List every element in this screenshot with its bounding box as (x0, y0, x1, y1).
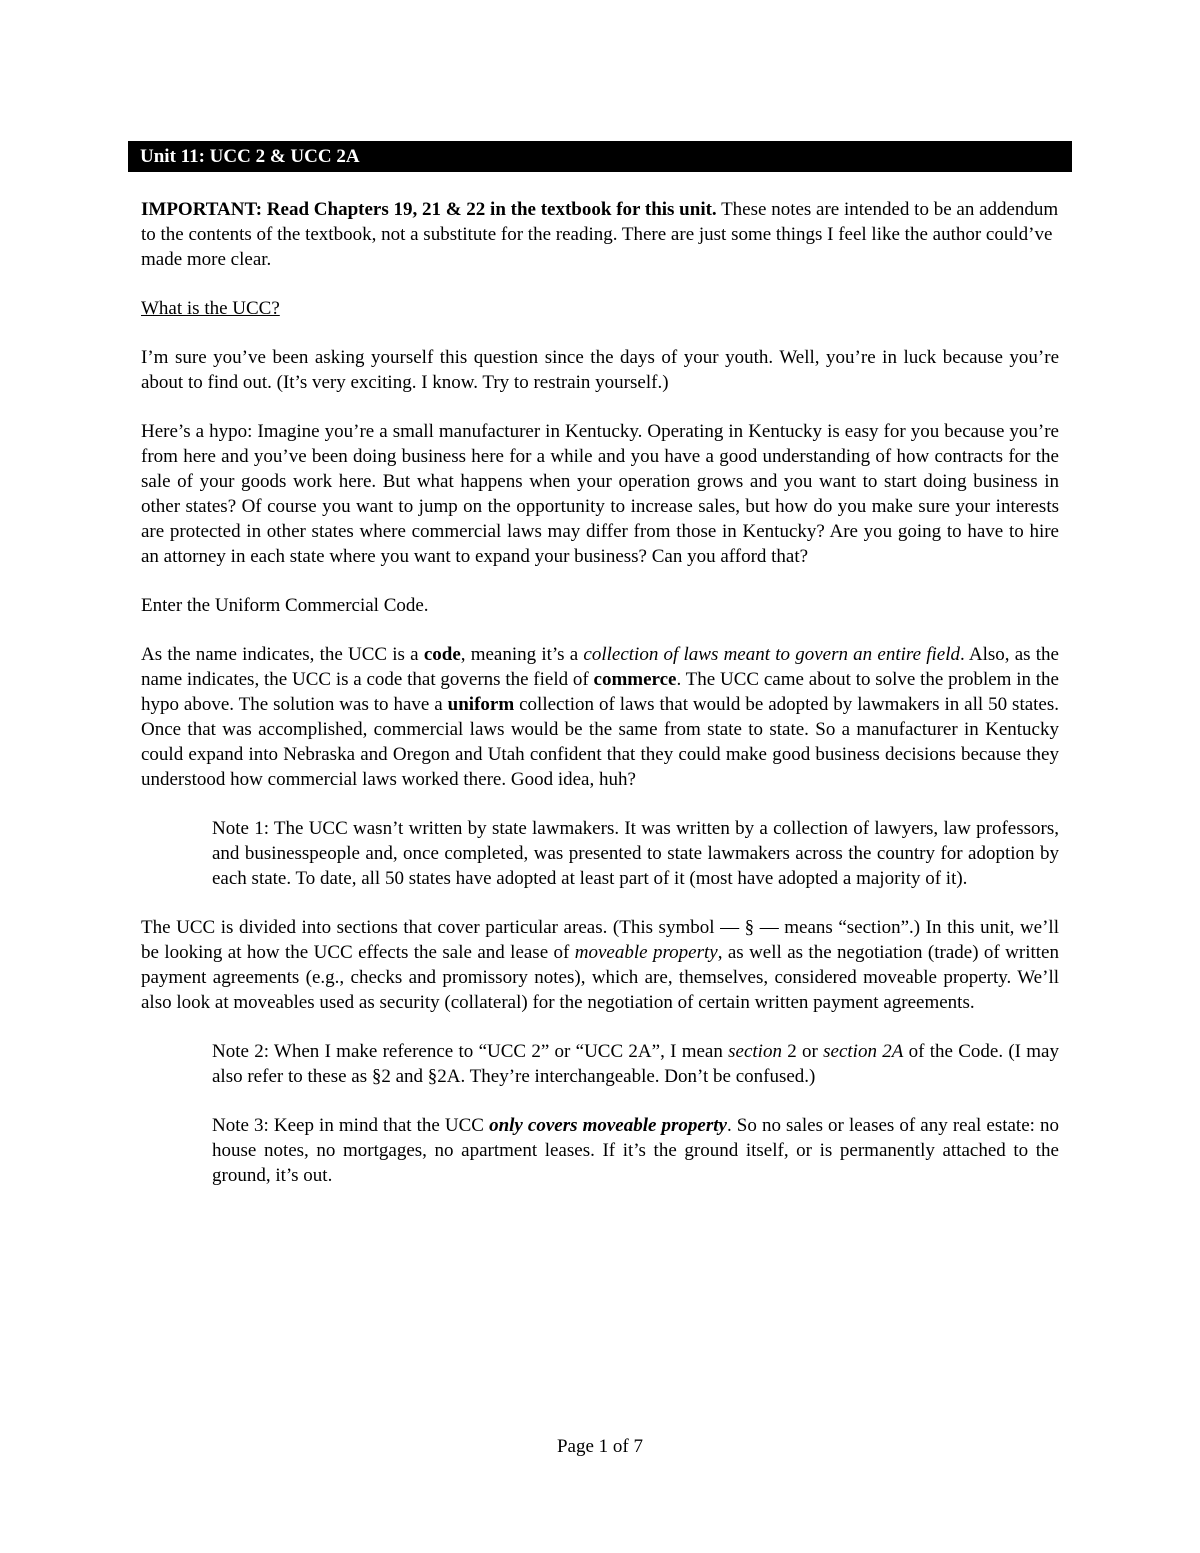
note-2: Note 2: When I make reference to “UCC 2” or “UCC 2A”, I mean section 2 or section 2A of the Code. (I may also refer to these as §2 and §2A. They’re interchangeable. Don’t be confused.) (212, 1041, 1059, 1087)
document-body (141, 197, 1059, 1212)
paragraph-4: As the name indicates, the UCC is a code, meaning it’s a collection of laws meant to govern an entire field. Also, as the name indicates, the UCC is a code that governs the field of commerce. The UCC came about to solve the problem in the hypo above. The solution was to have a uniform collection of laws that would be adopted by lawmakers in all 50 states. Once that was accomplished, commercial laws would be the same from state to state. So a manufacturer in Kentucky could expand into Nebraska and Oregon and Utah confident that they could make good business decisions because they understood how commercial laws worked there. Good idea, huh? (141, 644, 1060, 790)
paragraph-1: I’m sure you’ve been asking yourself this question since the days of your youth. Well, you’re in luck because you’re about to find out. (It’s very exciting. I know. Try to restrain yourself.) (141, 347, 1059, 393)
paragraph-2: Here’s a hypo: Imagine you’re a small manufacturer in Kentucky. Operating in Kentucky is easy for you because you’re from here and you’ve been doing business here for a while and you have a good understanding of how contracts for the sale of your goods work here. But what happens when your operation grows and you want to start doing business in other states? Of course you want to jump on the opportunity to increase sales, but how do you make sure your interests are protected in other states where commercial laws may differ from those in Kentucky? Are you going to have to hire an attorney in each state where you want to expand your business? Can you afford that? (141, 421, 1059, 567)
important-note: IMPORTANT: Read Chapters 19, 21 & 22 in the textbook for this unit. (141, 199, 717, 220)
unit-title-banner: Unit 11: UCC 2 & UCC 2A (128, 141, 1072, 172)
note-3: Note 3: Keep in mind that the UCC only covers moveable property. So no sales or leases of any real estate: no house notes, no mortgages, no apartment leases. If it’s the ground itself, or is permanently attached to the ground, it’s out. (212, 1115, 1059, 1186)
intro-paragraph: IMPORTANT: Read Chapters 19, 21 & 22 in the textbook for this unit. These notes are intended to be an addendum to the contents of the textbook, not a substitute for the reading. There are just some things I feel like the author could’ve made more clear. (141, 199, 1059, 270)
page-number: Page 1 of 7 (556, 1436, 643, 1457)
paragraph-3: Enter the Uniform Commercial Code. (141, 595, 429, 616)
paragraph-5: The UCC is divided into sections that cover particular areas. (This symbol — § — means “section”.) In this unit, we’ll be looking at how the UCC effects the sale and lease of moveable property, as well as the negotiation (trade) of written payment agreements (e.g., checks and promissory notes), which are, themselves, considered moveable property. We’ll also look at moveables used as security (collateral) for the negotiation of certain written payment agreements. (141, 917, 1059, 1013)
note-1: Note 1: The UCC wasn’t written by state lawmakers. It was written by a collection of lawyers, law professors, and businesspeople and, once completed, was presented to state lawmakers across the country for adoption by each state. To date, all 50 states have adopted at least part of it (most have adopted a majority of it). (212, 818, 1059, 889)
section-heading: What is the UCC? (141, 298, 280, 319)
